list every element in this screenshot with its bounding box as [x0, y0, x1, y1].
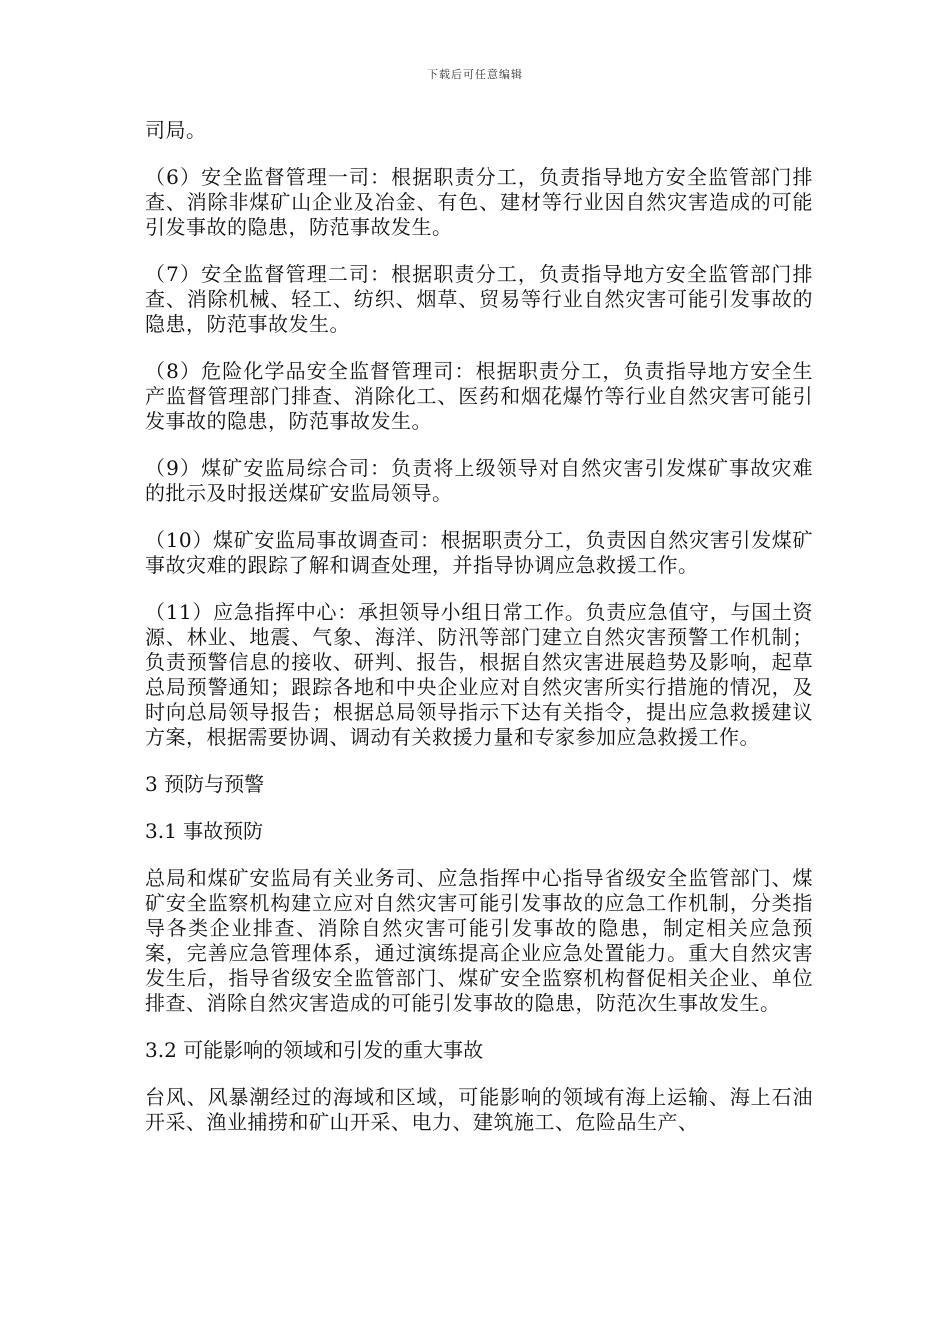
document-body [145, 118, 813, 1157]
paragraph-prevention: 总局和煤矿安监局有关业务司、应急指挥中心指导省级安全监管部门、煤矿安全监察机构建立应对自然灾害可能引发事故的应急工作机制，分类指导各类企业排查、消除自然灾害可能引发事故的隐患，制定相关应急预案，完善应急管理体系，通过演练提高企业应急处置能力。重大自然灾害发生后，指导省级安全监管部门、煤矿安全监察机构督促相关企业、单位排查、消除自然灾害造成的可能引发事故的隐患，防范次生事故发生。 [145, 866, 813, 1015]
paragraph-item-11: （11）应急指挥中心：承担领导小组日常工作。负责应急值守，与国土资源、林业、地震、气象、海洋、防汛等部门建立自然灾害预警工作机制；负责预警信息的接收、研判、报告，根据自然灾害进展趋势及影响，起草总局预警通知；跟踪各地和中央企业应对自然灾害所实行措施的情况，及时向总局领导报告；根据总局领导指示下达有关指令，提出应急救援建议方案，根据需要协调、调动有关救援力量和专家参加应急救援工作。 [145, 600, 813, 749]
paragraph-impact-areas: 台风、风暴潮经过的海域和区域，可能影响的领域有海上运输、海上石油开采、渔业捕捞和矿山开采、电力、建筑施工、危险品生产、 [145, 1085, 813, 1134]
paragraph-item-7: （7）安全监督管理二司：根据职责分工，负责指导地方安全监管部门排查、消除机械、轻工、纺织、烟草、贸易等行业自然灾害可能引发事故的隐患，防范事故发生。 [145, 262, 813, 336]
paragraph-item-9: （9）煤矿安监局综合司：负责将上级领导对自然灾害引发煤矿事故灾难的批示及时报送煤矿安监局领导。 [145, 456, 813, 505]
section-heading-3-1: 3.1 事故预防 [145, 819, 264, 843]
paragraph-item-8: （8）危险化学品安全监督管理司：根据职责分工，负责指导地方安全生产监督管理部门排查、消除化工、医药和烟花爆竹等行业自然灾害可能引发事故的隐患，防范事故发生。 [145, 359, 813, 433]
paragraph-item-10: （10）煤矿安监局事故调查司：根据职责分工，负责因自然灾害引发煤矿事故灾难的跟踪了解和调查处理，并指导协调应急救援工作。 [145, 528, 813, 577]
paragraph-continuation: 司局。 [145, 118, 207, 142]
section-heading-3: 3 预防与预警 [145, 772, 265, 796]
page-header: 下载后可任意编辑 [427, 68, 523, 81]
section-heading-3-2: 3.2 可能影响的领域和引发的重大事故 [145, 1038, 484, 1062]
paragraph-item-6: （6）安全监督管理一司：根据职责分工，负责指导地方安全监管部门排查、消除非煤矿山企业及冶金、有色、建材等行业因自然灾害造成的可能引发事故的隐患，防范事故发生。 [145, 165, 813, 239]
